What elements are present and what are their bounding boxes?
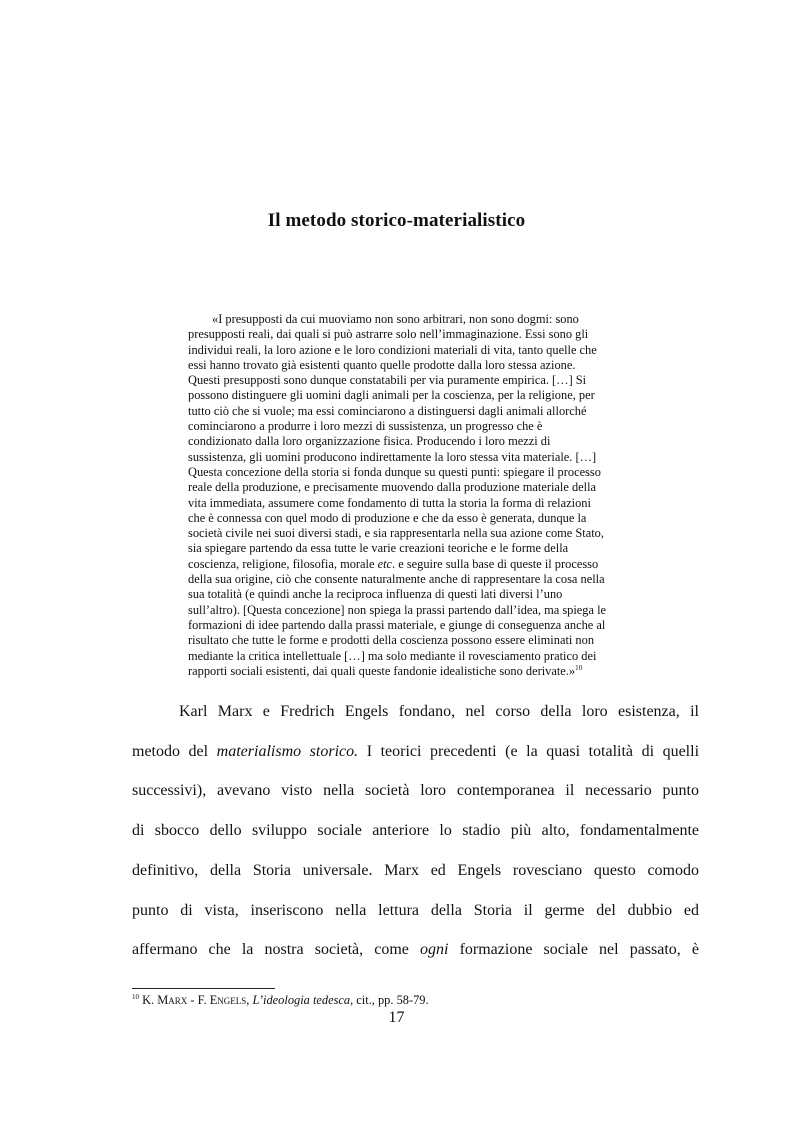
body-line: punto di vista, inseriscono nella lettura della Storia il germe del dubbio ed — [132, 901, 699, 919]
quote-line: società civile nei suoi diversi stadi, e sia rappresentarla nella sua azione come Stato, — [188, 526, 604, 541]
quote-line-text: coscienza, religione, filosofia, morale — [188, 556, 375, 571]
quote-emphasis: etc — [377, 556, 393, 571]
body-text: metodo del — [132, 742, 209, 760]
footnote-divider — [132, 988, 275, 989]
quote-line — [188, 557, 650, 572]
quote-line-text: rapporti sociali esistenti, dai quali queste fandonie idealistiche sono derivate.» — [188, 663, 576, 678]
footnote-author-sc: ngels — [217, 993, 247, 1007]
quote-line: sull’altro). [Questa concezione] non spiega la prassi partendo dall’idea, ma spiega le — [188, 602, 607, 617]
quote-line: Questa concezione della storia si fonda dunque su questi punti: spiegare il processo — [188, 464, 601, 479]
quote-line: della sua origine, ciò che consente naturalmente anche di rappresentare la cosa nella — [188, 572, 605, 587]
footnote-author-sc: arx — [168, 993, 188, 1007]
quote-line: «I presupposti da cui muoviamo non sono arbitrari, non sono dogmi: sono — [212, 312, 579, 326]
quote-line-text: . e seguire sulla base di queste il processo — [392, 556, 599, 571]
quote-line: individui reali, la loro azione e le loro condizioni materiali di vita, tanto quelle che — [188, 342, 597, 357]
body-line: Karl Marx e Fredrich Engels fondano, nel corso della loro esistenza, il — [179, 703, 699, 720]
body-line — [132, 930, 699, 970]
body-text: formazione sociale nel passato, è — [459, 941, 700, 959]
quote-line: tutto ciò che si vuole; ma essi cominciarono a distinguersi dagli animali allorché — [188, 403, 587, 418]
body-paragraph — [132, 692, 699, 970]
quote-line: che è connessa con quel modo di produzione e che da esso è generata, dunque la — [188, 510, 587, 525]
footnote-citation: , cit., pp. 58-79. — [350, 993, 429, 1007]
footnote — [132, 993, 429, 1008]
quote-line: presupposti reali, dai quali si può astrarre solo nell’immaginazione. Essi sono gli — [188, 327, 589, 342]
quote-line: risultato che tutte le forme e prodotti della coscienza possono essere eliminati non — [188, 633, 595, 648]
chapter-title: Il metodo storico-materialistico — [267, 210, 526, 231]
body-emphasis: materialismo storico. — [216, 742, 359, 760]
body-text: affermano che la nostra società, come — [132, 941, 409, 959]
body-line — [132, 732, 699, 772]
body-line: di sbocco dello sviluppo sociale anteriore lo stadio più alto, fondamentalmente — [132, 822, 699, 840]
quote-line: sua totalità (e quindi anche la reciproca influenza di questi lati diversi l’uno — [188, 587, 563, 602]
footnote-separator: - F. E — [187, 993, 218, 1007]
quote-line: formazioni di idee partendo dalla prassi materiale, e giunge di conseguenza anche al — [188, 617, 606, 632]
quote-line: reale della produzione, e precisamente muovendo dalla produzione materiale della — [188, 480, 597, 495]
footnote-number: 10 — [132, 993, 139, 1001]
block-quote — [188, 312, 650, 679]
body-line: successivi), avevano visto nella società loro contemporanea il necessario punto — [132, 782, 699, 800]
footnote-reference[interactable]: 10 — [575, 663, 583, 672]
footnote-author: K. M — [142, 993, 169, 1007]
quote-line: cominciarono a produrre i loro mezzi di sussistenza, un progresso che è — [188, 419, 543, 434]
quote-line: possono distinguere gli uomini dagli animali per la coscienza, per la religione, per — [188, 388, 595, 403]
quote-line: condizionato dalla loro organizzazione fisica. Producendo i loro mezzi di — [188, 434, 551, 449]
quote-line: vita immediata, assumere come fondamento di tutta la storia la forma di relazioni — [188, 495, 591, 510]
quote-line: sussistenza, gli uomini producono indirettamente la loro stessa vita materiale. […] — [188, 449, 597, 464]
quote-line: sia spiegare partendo da essa tutte le varie creazioni teoriche e le forme della — [188, 541, 569, 556]
quote-line — [188, 664, 650, 679]
quote-line: essi hanno trovato già esistenti quanto quelle prodotte dalla loro stessa azione. — [188, 357, 576, 372]
quote-line: Questi presupposti sono dunque constatabili per via puramente empirica. […] Si — [188, 373, 587, 388]
body-emphasis: ogni — [420, 941, 449, 959]
footnote-work-title: L’ideologia tedesca — [252, 993, 351, 1007]
footnote-comma: , — [246, 993, 253, 1007]
page-number: 17 — [388, 1009, 405, 1026]
body-line: definitivo, della Storia universale. Marx ed Engels rovesciano questo comodo — [132, 861, 699, 879]
quote-line: mediante la critica intellettuale […] ma solo mediante il rovesciamento pratico dei — [188, 648, 597, 663]
body-text: I teorici precedenti (e la quasi totalità di quelli — [366, 742, 700, 760]
